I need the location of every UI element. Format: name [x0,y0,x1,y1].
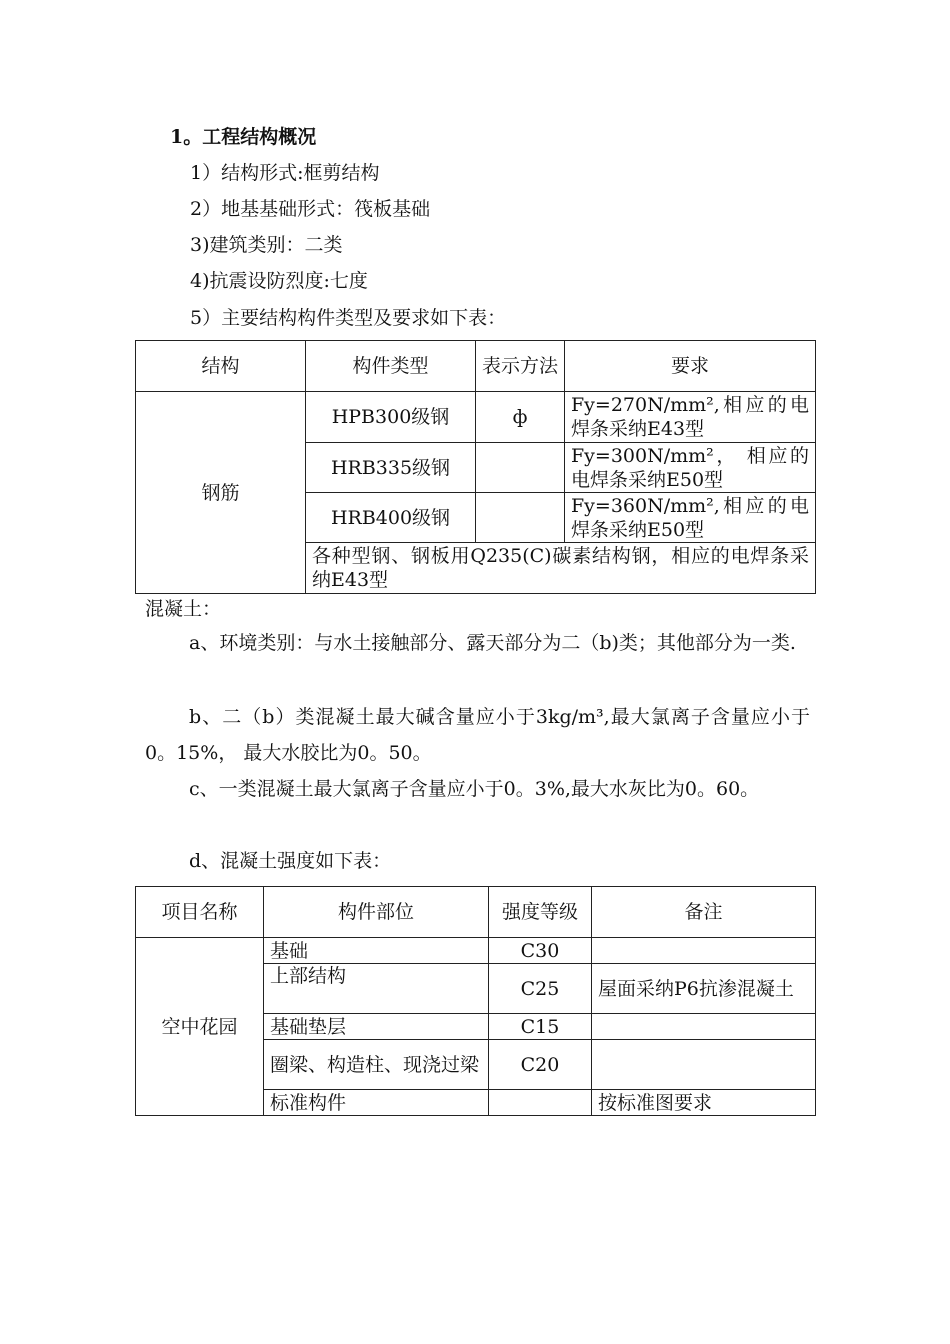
strength-grade: C20 [489,1040,592,1090]
concrete-para-d: d、混凝土强度如下表： [189,850,392,872]
remark: 按标准图要求 [592,1090,816,1116]
member-location: 标准构件 [264,1090,489,1116]
section-title: 1。工程结构概况 [170,126,317,148]
item-building-class: 3)建筑类别：二类 [190,234,343,256]
structure-members-table [135,340,816,594]
remark [592,938,816,964]
member-type: HRB335级钢 [306,443,476,493]
header-structure: 结构 [136,341,306,392]
concrete-label: 混凝土： [145,598,222,620]
item-table-intro: 5）主要结构构件类型及要求如下表： [190,307,507,329]
header-notation: 表示方法 [476,341,565,392]
member-location: 上部结构 [264,964,489,1014]
table-row [136,392,816,443]
member-location: 基础垫层 [264,1014,489,1040]
header-project-name: 项目名称 [136,887,264,938]
member-type: HRB400级钢 [306,493,476,543]
member-location: 基础 [264,938,489,964]
header-remarks: 备注 [592,887,816,938]
item-foundation-form: 2）地基基础形式：筏板基础 [190,198,431,220]
steel-section-note: 各种型钢、钢板用Q235(C)碳素结构钢，相应的电焊条采纳E43型 [306,543,816,594]
member-type: HPB300级钢 [306,392,476,443]
member-location: 圈梁、构造柱、现浇过梁 [264,1040,489,1090]
header-strength-grade: 强度等级 [489,887,592,938]
requirement: Fy=360N/mm²,相应的电焊条采纳E50型 [565,493,816,543]
notation-symbol: ф [476,392,565,443]
concrete-para-a: a、环境类别：与水土接触部分、露天部分为二（b)类；其他部分为一类. [189,632,796,654]
remark [592,1014,816,1040]
group-sky-garden: 空中花园 [136,938,264,1116]
concrete-para-b: b、二（b）类混凝土最大碱含量应小于3kg/m³,最大氯离子含量应小于0。15%， 最大水胶比为0。50。 [145,706,810,764]
strength-grade: C25 [489,964,592,1014]
requirement: Fy=300N/mm²， 相应的电焊条采纳E50型 [565,443,816,493]
remark [592,1040,816,1090]
header-member-location: 构件部位 [264,887,489,938]
group-rebar: 钢筋 [136,392,306,594]
item-seismic-intensity: 4)抗震设防烈度:七度 [190,270,368,292]
notation-symbol [476,493,565,543]
notation-symbol [476,443,565,493]
table-header-row [136,341,816,392]
strength-grade [489,1090,592,1116]
concrete-strength-table [135,886,816,1116]
table-header-row [136,887,816,938]
item-structure-form: 1）结构形式:框剪结构 [190,162,380,184]
requirement: Fy=270N/mm²,相应的电焊条采纳E43型 [565,392,816,443]
header-requirement: 要求 [565,341,816,392]
strength-grade: C15 [489,1014,592,1040]
remark: 屋面采纳P6抗渗混凝土 [592,964,816,1014]
header-member-type: 构件类型 [306,341,476,392]
concrete-para-c: c、一类混凝土最大氯离子含量应小于0。3%,最大水灰比为0。60。 [189,778,760,800]
strength-grade: C30 [489,938,592,964]
table-row [136,938,816,964]
